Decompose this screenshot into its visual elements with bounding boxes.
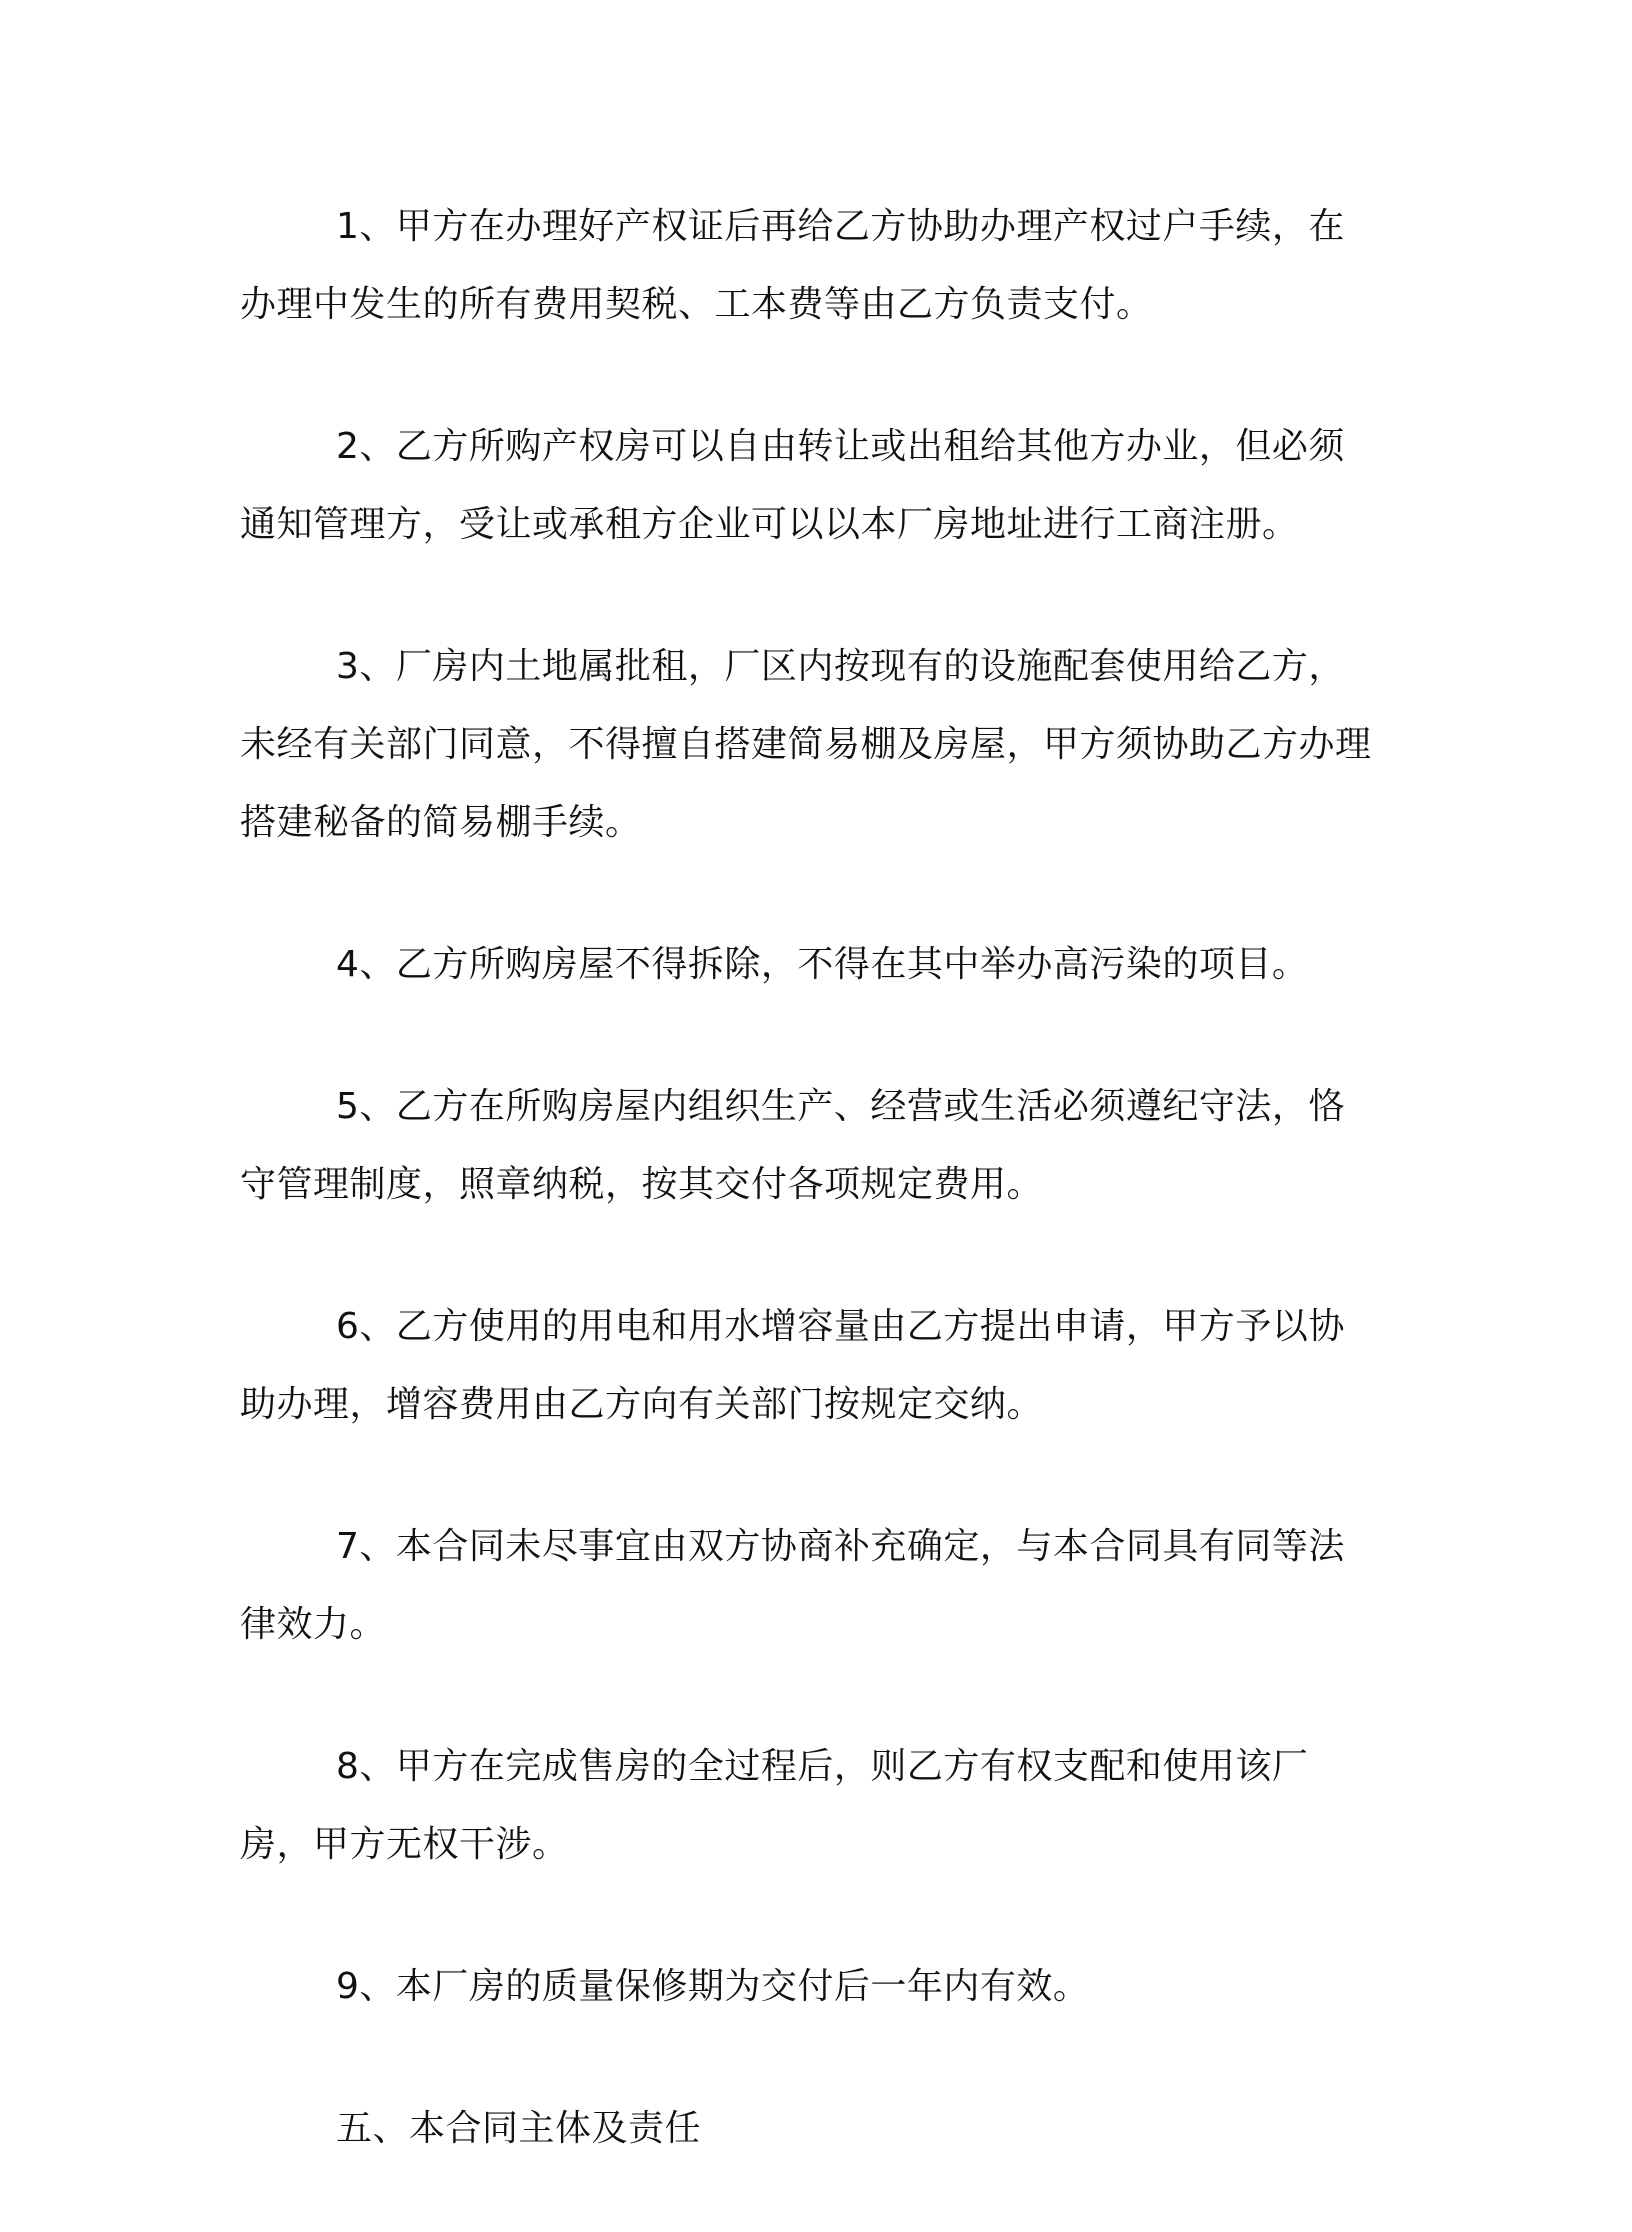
clause-1: 1、甲方在办理好产权证后再给乙方协助办理产权过户手续，在办理中发生的所有费用契税、工本费等由乙方负责支付。 — [240, 206, 1345, 325]
clause-6: 6、乙方使用的用电和用水增容量由乙方提出申请，甲方予以协助办理，增容费用由乙方向有关部门按规定交纳。 — [240, 1306, 1345, 1425]
clause-9: 9、本厂房的质量保修期为交付后一年内有效。 — [336, 1966, 1090, 2007]
document-page — [240, 188, 1380, 2232]
clause-5: 5、乙方在所购房屋内组织生产、经营或生活必须遵纪守法，恪守管理制度，照章纳税，按其交付各项规定费用。 — [240, 1086, 1345, 1205]
clause-2: 2、乙方所购产权房可以自由转让或出租给其他方办业，但必须通知管理方，受让或承租方企业可以以本厂房地址进行工商注册。 — [240, 426, 1345, 545]
clause-7: 7、本合同未尽事宜由双方协商补充确定，与本合同具有同等法律效力。 — [240, 1526, 1345, 1645]
clause-3: 3、厂房内土地属批租，厂区内按现有的设施配套使用给乙方，未经有关部门同意，不得擅自搭建简易棚及房屋，甲方须协助乙方办理搭建秘备的简易棚手续。 — [240, 646, 1372, 843]
clause-8: 8、甲方在完成售房的全过程后，则乙方有权支配和使用该厂房，甲方无权干涉。 — [240, 1746, 1309, 1865]
section-heading: 五、本合同主体及责任 — [336, 2108, 702, 2149]
clause-4: 4、乙方所购房屋不得拆除，不得在其中举办高污染的项目。 — [336, 944, 1309, 985]
